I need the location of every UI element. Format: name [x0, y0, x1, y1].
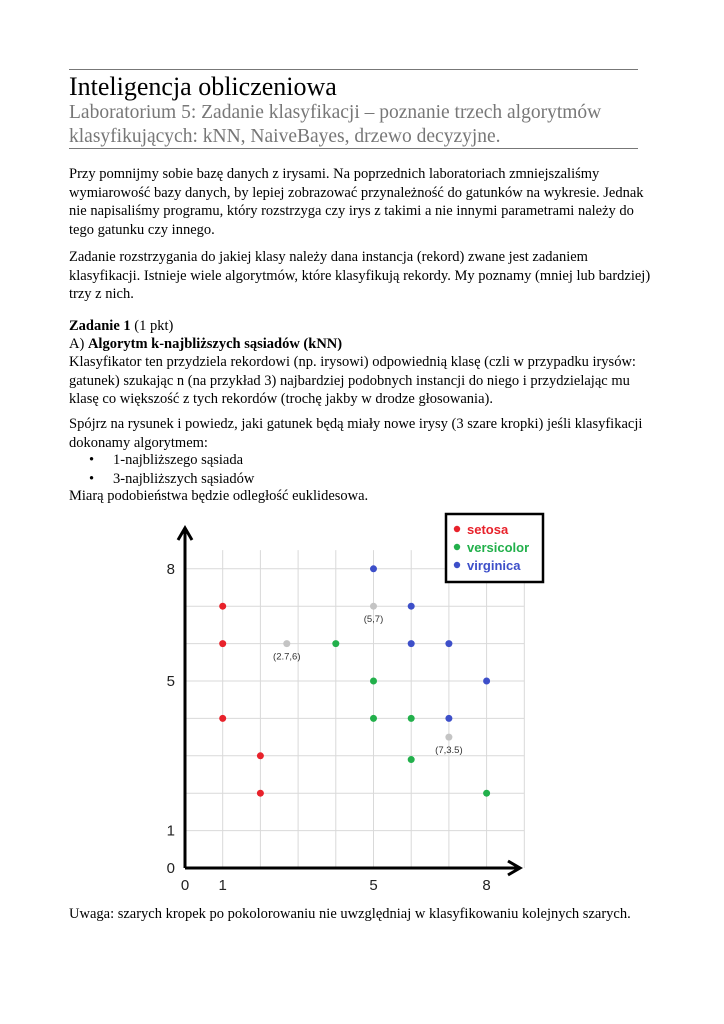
legend-label-setosa: setosa	[467, 522, 509, 537]
para-4: Spójrz na rysunek i powiedz, jaki gatunek będą miały nowe irysy (3 szare kropki) jeśli klasyfikacji dokonamy algorytmem:	[69, 416, 643, 451]
point-virginica	[445, 715, 452, 722]
list-item	[89, 451, 254, 470]
point-versicolor	[370, 678, 377, 685]
point-versicolor	[408, 715, 415, 722]
task-heading	[69, 317, 659, 336]
para-1: Przy pomnijmy sobie bazę danych z irysami. Na poprzednich laboratoriach zmniejszaliśmy wymiarowość bazy danych, by lepiej zobrazować przynależność do gatunków na wykresie. Jednak nie napisaliśmy programu, który rozstrzyga czy irys z takimi a nie innymi parametrami należy do tego gatunku czy innego.	[69, 166, 644, 238]
bullet-list	[89, 451, 254, 488]
intro-paragraph	[69, 165, 659, 239]
para-2: Zadanie rozstrzygania do jakiej klasy należy dana instancja (rekord) zwane jest zadaniem klasyfikacji. Istnieje wiele algorytmów, które klasyfikują rekordy. My poznamy (mniej lub bardziej) trzy z nich.	[69, 249, 651, 302]
document-title: Inteligencja obliczeniowa	[69, 72, 337, 101]
bullet-icon: •	[89, 470, 95, 487]
top-rule	[69, 69, 638, 70]
legend-label-virginica: virginica	[467, 558, 521, 573]
bullet-icon: •	[89, 452, 95, 468]
legend-marker-versicolor	[454, 544, 460, 550]
legend-label-versicolor: versicolor	[467, 540, 530, 555]
x-tick-label: 1	[218, 877, 227, 894]
list-item	[89, 470, 254, 489]
point-unknown-label: (5,7)	[363, 614, 384, 626]
point-virginica	[483, 678, 490, 685]
point-unknown	[283, 640, 290, 647]
classification-paragraph	[69, 248, 659, 304]
question-paragraph	[69, 415, 659, 452]
point-virginica	[370, 565, 377, 572]
x-tick-label: 0	[180, 877, 190, 894]
task-points: (1 pkt)	[130, 318, 174, 334]
y-tick-label: 1	[166, 822, 175, 840]
point-versicolor	[332, 640, 339, 647]
subtitle-rule	[69, 148, 638, 149]
chart-grid	[185, 550, 524, 868]
document-subtitle: Laboratorium 5: Zadanie klasyfikacji – poznanie trzech algorytmów klasyfikujących: kNN, NaiveBayes, drzewo decyzyjne.	[69, 102, 602, 147]
x-tick-label: 5	[369, 877, 378, 894]
y-tick-label: 8	[166, 560, 175, 578]
point-setosa	[257, 790, 264, 797]
point-unknown-label: (7,3.5)	[435, 745, 463, 757]
point-setosa	[219, 715, 226, 722]
section-heading	[69, 335, 659, 354]
point-virginica	[408, 603, 415, 610]
point-versicolor	[370, 715, 377, 722]
point-versicolor	[408, 756, 415, 763]
y-tick-label: 5	[166, 673, 175, 690]
task-label: Zadanie 1	[69, 318, 131, 334]
section-title: Algorytm k-najbliższych sąsiadów (kNN)	[87, 336, 343, 352]
bullet-text: 1-najbliższego sąsiada	[113, 452, 244, 468]
knn-description	[69, 353, 659, 409]
point-setosa	[219, 640, 226, 647]
y-tick-label: 0	[166, 860, 175, 877]
point-setosa	[219, 603, 226, 610]
chart-legend	[446, 514, 543, 582]
warning-note: Uwaga: szarych kropek po pokolorowaniu nie uwzględniaj w klasyfikowaniu kolejnych szarych.	[69, 906, 631, 922]
similarity-note	[69, 487, 659, 506]
legend-marker-virginica	[454, 562, 460, 568]
point-virginica	[445, 640, 452, 647]
point-unknown-label: (2.7,6)	[273, 651, 301, 663]
point-setosa	[257, 752, 264, 759]
bullet-text: 3-najbliższych sąsiadów	[113, 470, 255, 487]
point-unknown	[445, 734, 452, 741]
knn-scatter-chart	[160, 508, 560, 896]
para-3: Klasyfikator ten przydziela rekordowi (np. irysowi) odpowiednią klasę (czli w przypadku irysów: gatunek) szukając n (na przykład 3) najbardziej podobnych instancji do niego i przydzielając mu klasę co większość z tych rekordów (trochę jakby w drodze głosowania).	[69, 354, 636, 407]
section-prefix: A)	[69, 336, 88, 352]
point-virginica	[408, 640, 415, 647]
legend-marker-setosa	[454, 526, 460, 532]
point-unknown	[370, 603, 377, 610]
x-tick-label: 8	[482, 877, 491, 894]
chart-ticks	[167, 561, 491, 894]
para-5: Miarą podobieństwa będzie odległość euklidesowa.	[69, 488, 369, 504]
point-versicolor	[483, 790, 490, 797]
